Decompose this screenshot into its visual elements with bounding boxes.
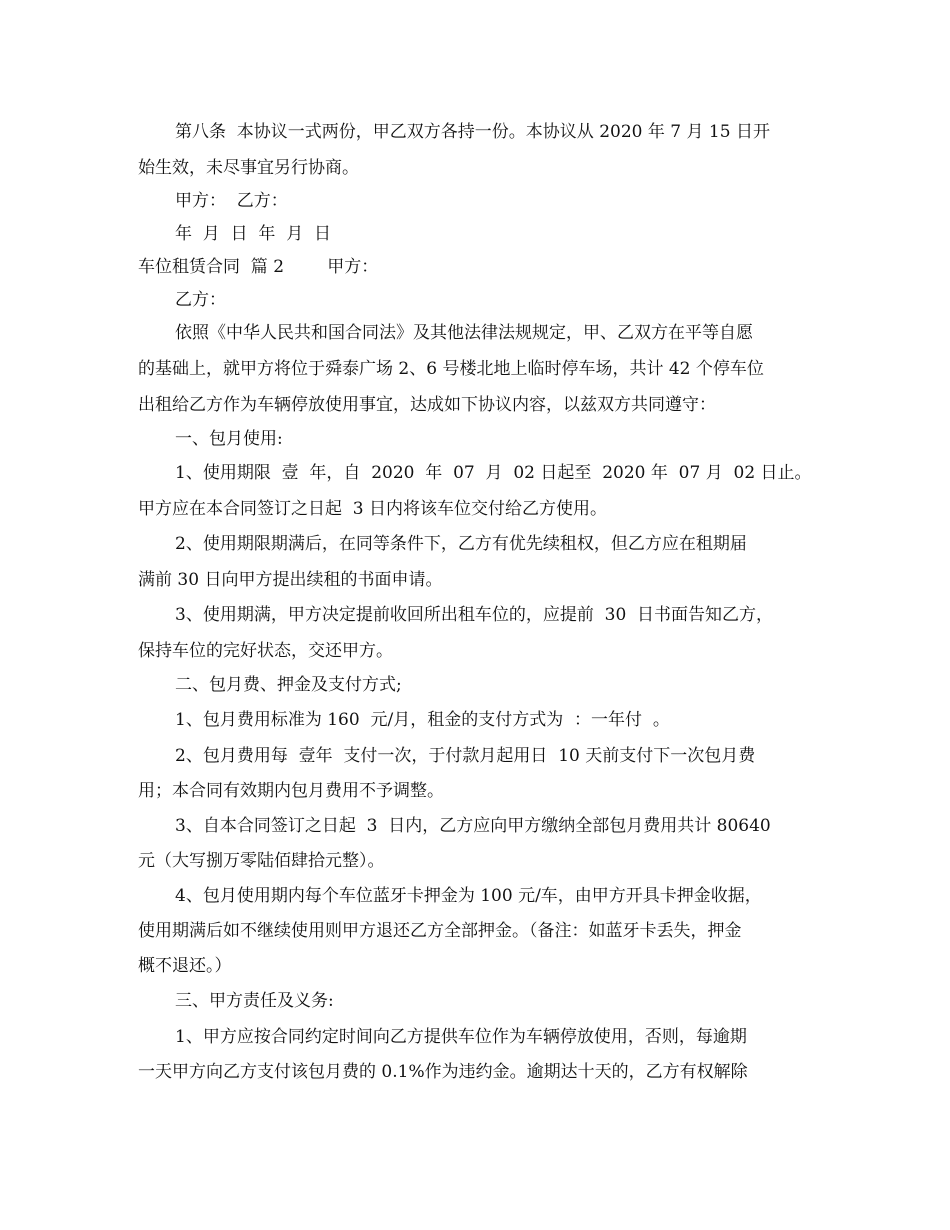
text-line: 满前 30 日向甲方提出续租的书面申请。 [138,570,443,590]
text-line: 乙方： [175,290,226,310]
text-line: 一、包月使用: [175,429,283,449]
text-line: 3、自本合同签订之日起 3 日内，乙方应向甲方缴纳全部包月费用共计 80640 [175,816,771,836]
text-line: 年 月 日 年 月 日 [175,224,332,244]
text-line: 一天甲方向乙方支付该包月费的 0.1%作为违约金。逾期达十天的，乙方有权解除 [138,1062,748,1082]
text-line: 车位租赁合同 篇 2 甲方： [138,257,379,277]
text-line: 第八条 本协议一式两份，甲乙双方各持一份。本协议从 2020 年 7 月 15 日开 [175,122,770,142]
text-line: 用；本合同有效期内包月费用不予调整。 [138,781,444,801]
text-line: 元（大写捌万零陆佰肆拾元整）。 [138,851,385,871]
text-line: 保持车位的完好状态，交还甲方。 [138,641,393,661]
text-line: 1、使用期限 壹 年，自 2020 年 07 月 02 日起至 2020 年 07 月 02 日止。 [175,463,812,483]
text-line: 2、包月费用每 壹年 支付一次，于付款月起用日 10 天前支付下一次包月费 [175,746,756,766]
text-line: 1、甲方应按合同约定时间向乙方提供车位作为车辆停放使用，否则，每逾期 [175,1027,747,1047]
text-line: 概不退还。） [138,956,232,976]
text-line: 依照《中华人民共和国合同法》及其他法律法规规定，甲、乙双方在平等自愿 [175,323,753,343]
text-line: 1、包月费用标准为 160 元/月，租金的支付方式为 ：一年付 。 [175,710,670,730]
text-line: 4、包月使用期内每个车位蓝牙卡押金为 100 元/车，由甲方开具卡押金收据， [175,886,762,906]
text-line: 甲方应在本合同签订之日起 3 日内将该车位交付给乙方使用。 [138,499,608,519]
text-line: 始生效，未尽事宜另行协商。 [138,158,359,178]
text-line: 3、使用期满，甲方决定提前收回所出租车位的，应提前 30 日书面告知乙方， [175,605,774,625]
text-line: 2、使用期限期满后，在同等条件下，乙方有优先续租权，但乙方应在租期届 [175,534,747,554]
text-line: 二、包月费、押金及支付方式; [175,675,402,695]
text-line: 的基础上，就甲方将位于舜泰广场 2、6 号楼北地上临时停车场，共计 42 个停车位 [138,359,764,379]
text-line: 使用期满后如不继续使用则甲方退还乙方全部押金。（备注：如蓝牙卡丢失，押金 [138,921,742,941]
text-line: 甲方： 乙方： [175,191,288,211]
text-line: 三、甲方责任及义务: [175,991,334,1011]
text-line: 出租给乙方作为车辆停放使用事宜，达成如下协议内容，以兹双方共同遵守： [138,395,716,415]
